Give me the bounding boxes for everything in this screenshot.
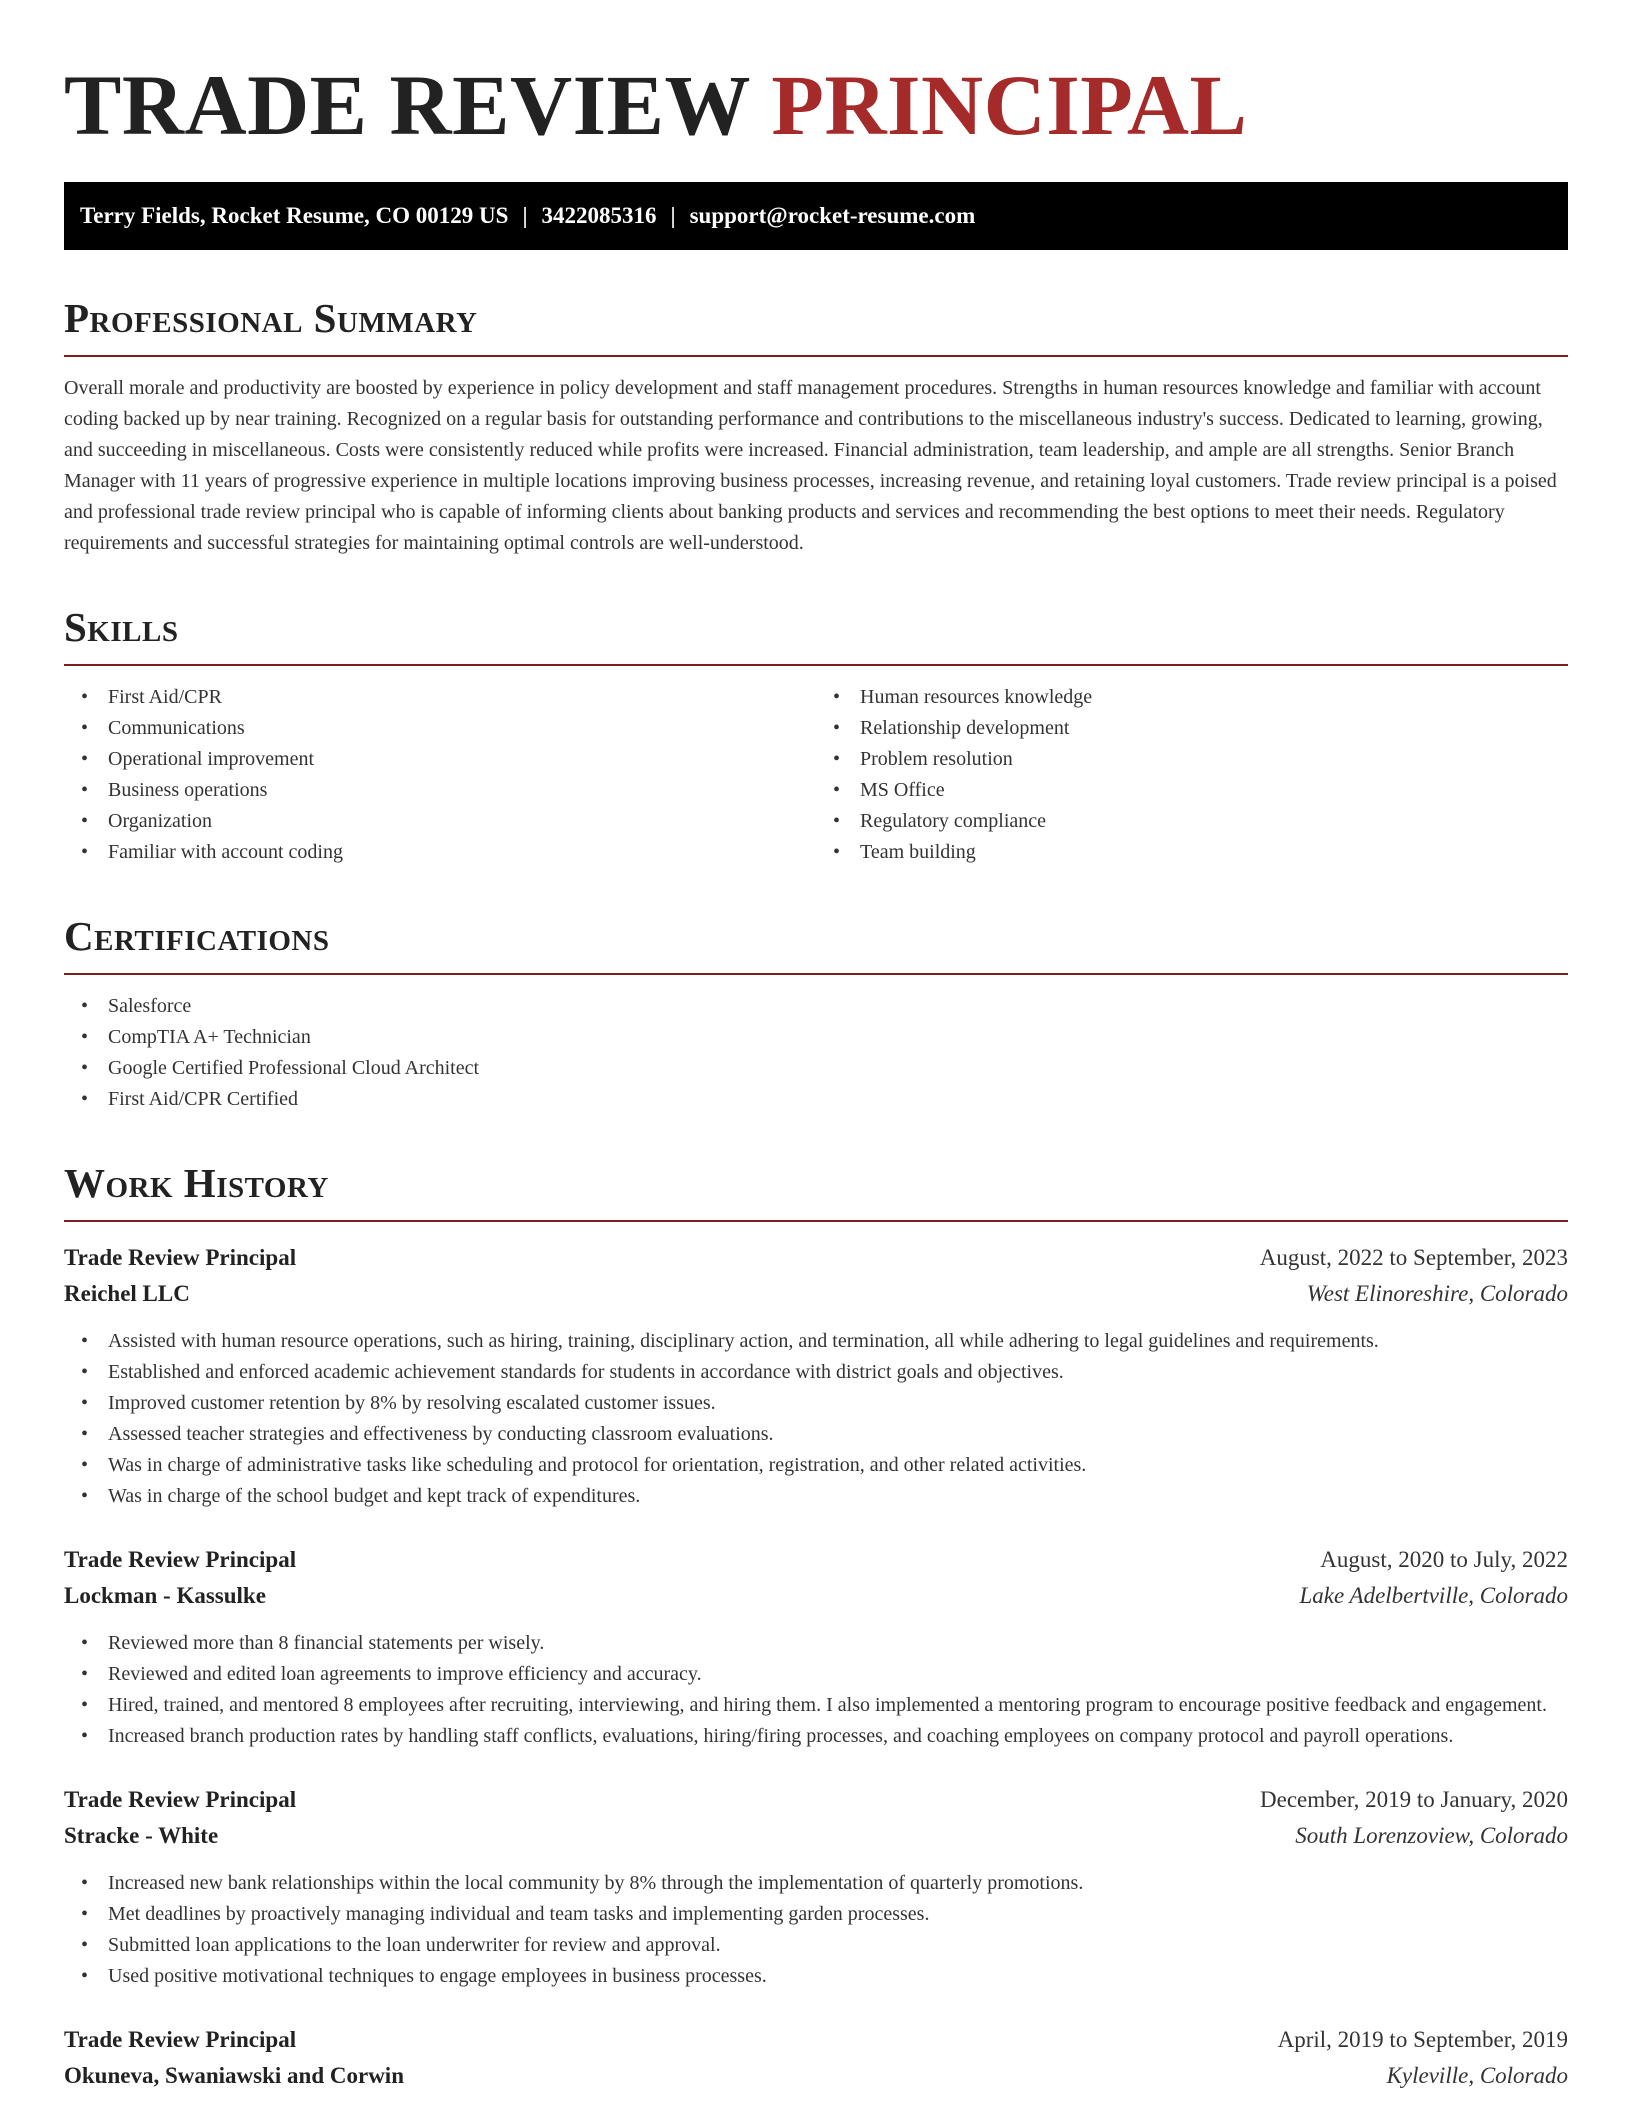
job-title: Trade Review Principal xyxy=(64,1245,297,1270)
job-bullet: • Used positive motivational techniques to engage employees in business processes. xyxy=(64,1961,1568,1992)
skills-list xyxy=(64,682,1568,868)
page-title xyxy=(64,56,1568,153)
skill-item: • First Aid/CPR xyxy=(64,682,816,713)
job-header-row xyxy=(64,2022,1568,2058)
skill-item: • Team building xyxy=(816,837,1568,868)
job-bullet: • Established and enforced academic achievement standards for students in accordance with district goals and objectives. xyxy=(64,1357,1568,1388)
skill-item: • Relationship development xyxy=(816,713,1568,744)
skills-heading: Skills xyxy=(64,607,1568,666)
contact-bar xyxy=(64,182,1568,250)
skill-item: • Organization xyxy=(64,806,816,837)
job-bullet: • Reviewed more than 8 financial statements per wisely. xyxy=(64,1628,1568,1659)
job-bullet: • Submitted loan applications to the loan underwriter for review and approval. xyxy=(64,1930,1568,1961)
summary-heading: Professional Summary xyxy=(64,298,1568,357)
skill-item: • Familiar with account coding xyxy=(64,837,816,868)
certification-item: • First Aid/CPR Certified xyxy=(64,1084,1568,1115)
job-entry xyxy=(64,1240,1568,1512)
job-bullet: • Increased branch production rates by handling staff conflicts, evaluations, hiring/firing processes, and coaching employees on company protocol and payroll operations. xyxy=(64,1721,1568,1752)
skill-item: • Communications xyxy=(64,713,816,744)
job-location: Lake Adelbertville, Colorado xyxy=(1299,1583,1568,1608)
job-company-row xyxy=(64,1276,1568,1312)
job-entry xyxy=(64,1542,1568,1752)
job-bullet: • Assessed teacher strategies and effectiveness by conducting classroom evaluations. xyxy=(64,1419,1568,1450)
title-main: TRADE REVIEW xyxy=(64,57,750,153)
job-bullets xyxy=(64,1868,1568,1992)
job-title: Trade Review Principal xyxy=(64,1547,297,1572)
skill-item: • Business operations xyxy=(64,775,816,806)
job-company-row xyxy=(64,2058,1568,2094)
skills-column-right xyxy=(816,682,1568,868)
job-bullets xyxy=(64,1628,1568,1752)
summary-text: Overall morale and productivity are boosted by experience in policy development and staff management procedures. Strengths in human resources knowledge and familiar with account coding backed up by near training. Recognized on a regular basis for outstanding performance and contributions to the miscellaneous industry's success. Dedicated to learning, growing, and succeeding in miscellaneous. Costs were consistently reduced while profits were increased. Financial administration, team leadership, and ample are all strengths. Senior Branch Manager with 11 years of progressive experience in multiple locations improving business processes, increasing revenue, and retaining loyal customers. Trade review principal is a poised and professional trade review principal who is capable of informing clients about banking products and services and recommending the best options to meet their needs. Regulatory requirements and successful strategies for maintaining optimal controls are well-understood. xyxy=(64,377,1557,554)
job-company-row xyxy=(64,1578,1568,1614)
job-bullet: • Assisted with human resource operations, such as hiring, training, disciplinary action, and termination, all while adhering to legal guidelines and requirements. xyxy=(64,1326,1568,1357)
job-company-row xyxy=(64,1818,1568,1854)
job-company: Okuneva, Swaniawski and Corwin xyxy=(64,2063,404,2088)
job-header-row xyxy=(64,1240,1568,1276)
contact-address: Terry Fields, Rocket Resume, CO 00129 US xyxy=(80,203,509,228)
job-company: Lockman - Kassulke xyxy=(64,1583,266,1608)
job-company: Stracke - White xyxy=(64,1823,219,1848)
job-location: South Lorenzoview, Colorado xyxy=(1295,1823,1568,1848)
job-bullet: • Hired, trained, and mentored 8 employees after recruiting, interviewing, and hiring them. I also implemented a mentoring program to encourage positive feedback and engagement. xyxy=(64,1690,1568,1721)
job-bullet: • Met deadlines by proactively managing individual and team tasks and implementing garden processes. xyxy=(64,1899,1568,1930)
contact-email: support@rocket-resume.com xyxy=(689,203,976,228)
job-header-row xyxy=(64,1542,1568,1578)
job-bullet: • Improved customer retention by 8% by resolving escalated customer issues. xyxy=(64,1388,1568,1419)
certifications-heading: Certifications xyxy=(64,916,1568,975)
certification-item: • Google Certified Professional Cloud Architect xyxy=(64,1053,1568,1084)
job-title: Trade Review Principal xyxy=(64,2027,297,2052)
contact-phone: 3422085316 xyxy=(541,203,657,228)
skills-column-left xyxy=(64,682,816,868)
job-company: Reichel LLC xyxy=(64,1281,190,1306)
job-location: Kyleville, Colorado xyxy=(1386,2063,1568,2088)
job-title: Trade Review Principal xyxy=(64,1787,297,1812)
job-dates: December, 2019 to January, 2020 xyxy=(1260,1787,1568,1812)
skill-item: • MS Office xyxy=(816,775,1568,806)
job-bullet: • Reviewed and edited loan agreements to improve efficiency and accuracy. xyxy=(64,1659,1568,1690)
job-dates: August, 2020 to July, 2022 xyxy=(1320,1547,1568,1572)
title-accent: PRINCIPAL xyxy=(771,57,1248,153)
job-entry xyxy=(64,2022,1568,2094)
job-bullets xyxy=(64,1326,1568,1512)
job-entry xyxy=(64,1782,1568,1992)
certifications-list xyxy=(64,991,1568,1115)
certification-item: • Salesforce xyxy=(64,991,1568,1022)
job-location: West Elinoreshire, Colorado xyxy=(1306,1281,1568,1306)
job-header-row xyxy=(64,1782,1568,1818)
certification-item: • CompTIA A+ Technician xyxy=(64,1022,1568,1053)
job-bullet: • Was in charge of administrative tasks like scheduling and protocol for orientation, registration, and other related activities. xyxy=(64,1450,1568,1481)
contact-separator: | xyxy=(522,203,528,228)
skill-item: • Human resources knowledge xyxy=(816,682,1568,713)
job-bullet: • Increased new bank relationships within the local community by 8% through the implementation of quarterly promotions. xyxy=(64,1868,1568,1899)
work-history-heading: Work History xyxy=(64,1163,1568,1222)
contact-separator: | xyxy=(670,203,676,228)
skill-item: • Regulatory compliance xyxy=(816,806,1568,837)
job-dates: April, 2019 to September, 2019 xyxy=(1277,2027,1568,2052)
job-bullet: • Was in charge of the school budget and kept track of expenditures. xyxy=(64,1481,1568,1512)
skill-item: • Operational improvement xyxy=(64,744,816,775)
skill-item: • Problem resolution xyxy=(816,744,1568,775)
job-dates: August, 2022 to September, 2023 xyxy=(1259,1245,1568,1270)
